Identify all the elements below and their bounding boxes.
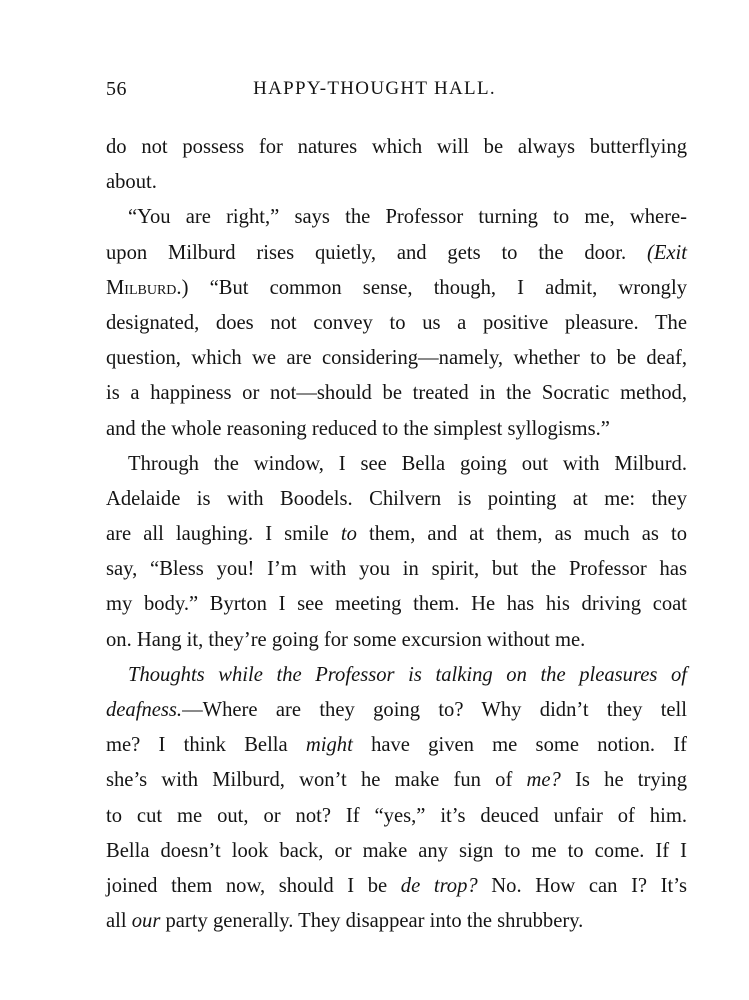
text-line: is a happiness or not—should be treated in the Socratic method,: [106, 382, 687, 405]
text-line: about.: [106, 171, 157, 194]
text-line: upon Milburd rises quietly, and gets to the door. (Exit: [106, 241, 687, 264]
text-line: me? I think Bella might have given me some notion. If: [106, 734, 687, 757]
body-text: [106, 130, 687, 939]
text-line: “You are right,” says the Professor turning to me, where-: [128, 206, 687, 229]
page-number: 56: [106, 78, 127, 100]
text-line: she’s with Milburd, won’t he make fun of me? Is he trying: [106, 769, 688, 792]
character-name: Milburd.): [106, 276, 189, 299]
text-line: to cut me out, or not? If “yes,” it’s deuced unfair of him.: [106, 804, 687, 827]
text-line: Adelaide is with Boodels. Chilvern is pointing at me: they: [106, 487, 687, 510]
text-line: say, “Bless you! I’m with you in spirit, but the Professor has: [106, 558, 687, 581]
text-line: are all laughing. I smile to them, and at them, as much as to: [106, 523, 687, 546]
page-header: [0, 78, 749, 104]
text-line: Through the window, I see Bella going out with Milburd.: [128, 452, 687, 475]
text-line: Thoughts while the Professor is talking on the pleasures of: [128, 663, 687, 686]
text-line: do not possess for natures which will be always butterflying: [106, 136, 687, 158]
text-line: on. Hang it, they’re going for some excursion without me.: [106, 628, 586, 651]
text-line: and the whole reasoning reduced to the simplest syllogisms.”: [106, 417, 610, 440]
running-title: HAPPY-THOUGHT HALL.: [253, 78, 496, 99]
text-line: designated, does not convey to us a positive pleasure. The: [106, 311, 687, 334]
text-line: my body.” Byrton I see meeting them. He has his driving coat: [106, 593, 687, 616]
text-line: Milburd.) “But common sense, though, I admit, wrongly: [106, 276, 687, 299]
text-line: deafness.—Where are they going to? Why didn’t they tell: [106, 699, 687, 721]
text-line: joined them now, should I be de trop? No. How can I? It’s: [106, 874, 687, 897]
text-line: Bella doesn’t look back, or make any sign to me to come. If I: [106, 839, 687, 862]
text-line: question, which we are considering—namely, whether to be deaf,: [106, 347, 687, 370]
text-line: all our party generally. They disappear into the shrubbery.: [106, 910, 584, 933]
